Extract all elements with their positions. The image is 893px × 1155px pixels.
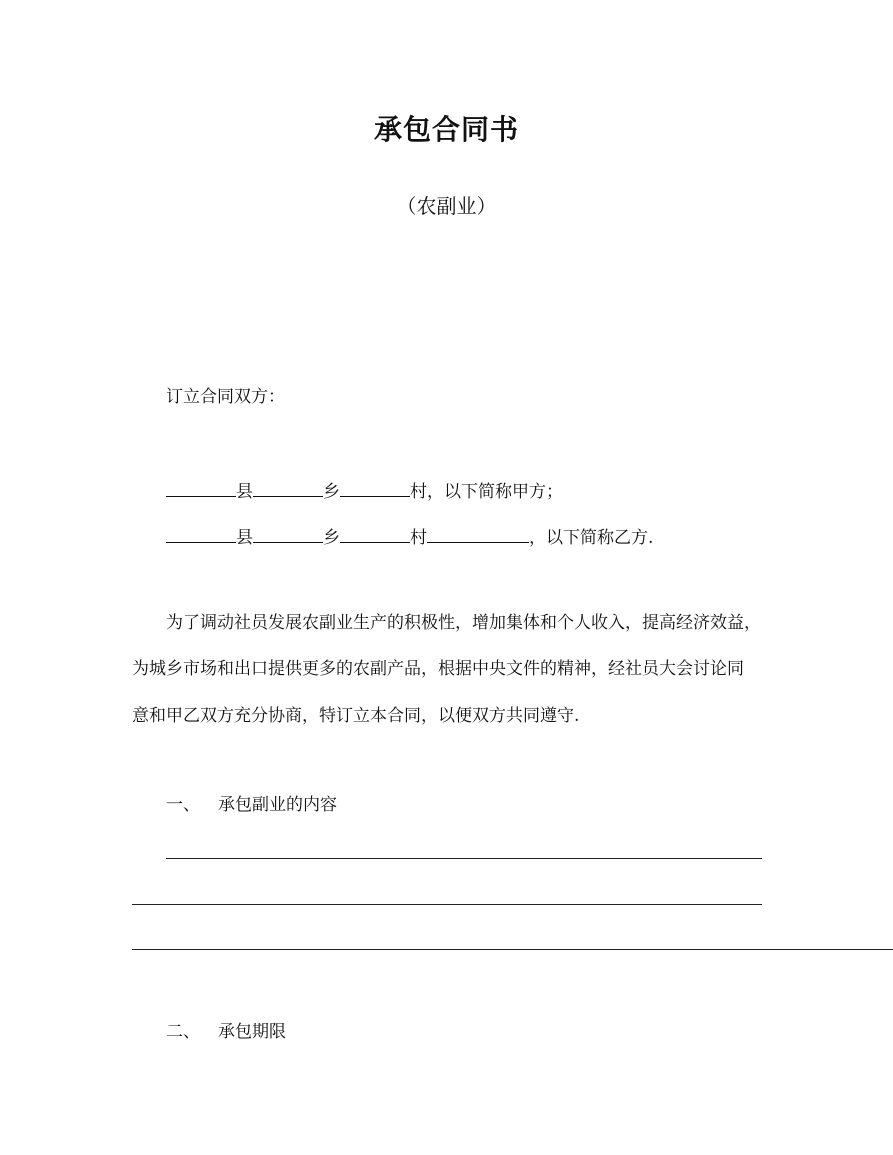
section-2-heading <box>166 1024 286 1041</box>
blank-field <box>340 480 410 497</box>
party-a-line <box>166 480 563 501</box>
blank-field <box>340 526 410 543</box>
preamble-line-1: 为了调动社员发展农副业生产的积极性，增加集体和个人收入，提高经济效益， <box>166 613 761 633</box>
township-label: 乡 <box>323 528 340 548</box>
village-label: 村 <box>410 528 427 548</box>
party-a-suffix: ，以下简称甲方； <box>427 482 563 502</box>
fill-in-line <box>132 904 762 905</box>
fill-in-line <box>166 858 762 859</box>
document-subtitle: （农副业） <box>396 194 497 218</box>
section-1-heading <box>166 797 337 814</box>
blank-field <box>166 526 236 543</box>
county-label: 县 <box>236 528 253 548</box>
party-b-suffix: ，以下简称乙方. <box>529 528 654 548</box>
section-number: 一、 <box>166 795 200 815</box>
blank-field <box>253 480 323 497</box>
preamble-line-2: 为城乡市场和出口提供更多的农副产品，根据中央文件的精神，经社员大会讨论同 <box>132 659 744 679</box>
parties-heading: 订立合同双方： <box>166 387 285 407</box>
preamble-line-3: 意和甲乙双方充分协商，特订立本合同，以便双方共同遵守. <box>132 706 580 726</box>
blank-field <box>253 526 323 543</box>
section-title: 承包期限 <box>218 1022 286 1042</box>
county-label: 县 <box>236 482 253 502</box>
section-number: 二、 <box>166 1022 200 1042</box>
township-label: 乡 <box>323 482 340 502</box>
section-title: 承包副业的内容 <box>218 795 337 815</box>
fill-in-line <box>132 949 893 950</box>
blank-field <box>166 480 236 497</box>
document-title: 承包合同书 <box>373 113 519 146</box>
village-label: 村 <box>410 482 427 502</box>
blank-field <box>427 526 529 543</box>
party-b-line <box>166 526 653 547</box>
